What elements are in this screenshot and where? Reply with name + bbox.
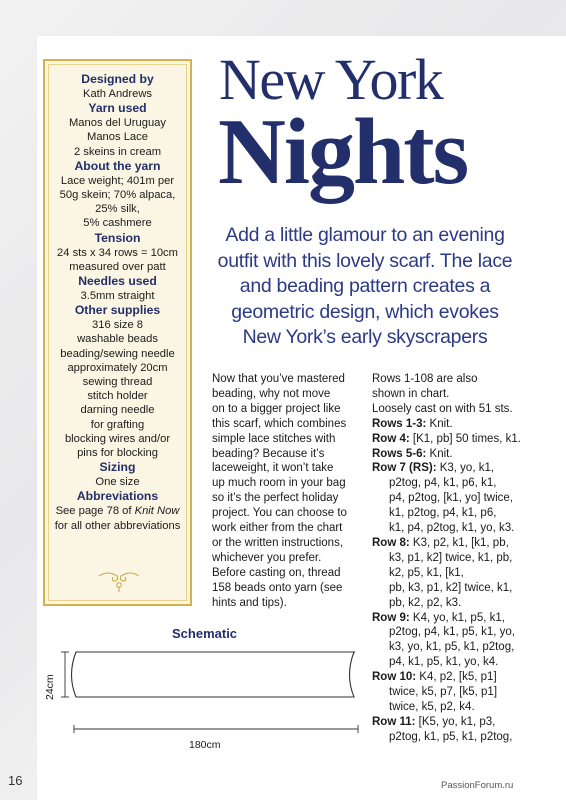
- row-text: pb, k3, p1, k2] twice, k1,: [389, 581, 513, 594]
- row-text: k3, p1, k2] twice, k1, pb,: [389, 551, 513, 564]
- row-text: K4, yo, k1, p5, k1,: [409, 611, 505, 624]
- sidebar-text: Manos Lace: [87, 131, 148, 144]
- body-line: beading, why not move: [212, 387, 331, 400]
- body-line: Loosely cast on with 51 sts.: [372, 402, 513, 415]
- pattern-row: [372, 432, 522, 447]
- sidebar-section-sizing: [49, 460, 186, 489]
- row-text: k3, yo, k1, p5, k1, p2tog,: [389, 641, 515, 654]
- sidebar-text: 5% cashmere: [83, 217, 152, 230]
- title-line-1: New York: [219, 47, 443, 112]
- sidebar-section-yarn-used: [49, 101, 186, 159]
- pattern-row: [372, 417, 522, 432]
- row-text: K3, yo, k1,: [436, 462, 495, 475]
- sidebar-heading: Tension: [94, 230, 141, 245]
- sidebar-heading: About the yarn: [74, 158, 161, 173]
- sidebar-text: sewing thread: [82, 376, 153, 389]
- sidebar-text: washable beads: [77, 333, 158, 346]
- height-dimension-label: 24cm: [44, 674, 56, 700]
- body-column-1: [212, 372, 364, 611]
- pattern-info-sidebar: [43, 59, 192, 606]
- sidebar-text: 316 size 8: [92, 319, 143, 332]
- pattern-row: [372, 447, 522, 462]
- row-text: p4, k1, p5, k1, yo, k4.: [389, 656, 499, 669]
- row-text: pb, k2, p2, k3.: [389, 596, 462, 609]
- row-label: Rows 5-6:: [372, 447, 427, 460]
- row-text: twice, k5, p7, [k5, p1]: [389, 686, 498, 699]
- body-line: shown in chart.: [372, 387, 450, 400]
- sidebar-section-tension: [49, 231, 186, 274]
- sidebar-heading: Needles used: [78, 274, 157, 289]
- magazine-name: Knit Now: [134, 505, 180, 518]
- sidebar-text: 3.5mm straight: [80, 290, 155, 303]
- schematic-title: Schematic: [172, 626, 238, 641]
- body-column-2: [372, 372, 522, 745]
- row-text: k1, p2tog, p4, k1, p6,: [389, 507, 497, 520]
- sidebar-section-about-yarn: [49, 159, 186, 231]
- pattern-row: [372, 461, 522, 536]
- sidebar-text: 50g skein; 70% alpaca,: [59, 189, 176, 202]
- row-text: p2tog, p4, k1, p6, k1,: [389, 477, 497, 490]
- abbrev-text: See page 78 of: [55, 505, 135, 518]
- sidebar-section-designed-by: [49, 72, 186, 101]
- body-line: up much room in your bag: [212, 477, 346, 490]
- sidebar-text: beading/sewing needle: [60, 347, 175, 360]
- sidebar-text: 24 sts x 34 rows = 10cm: [57, 246, 178, 259]
- intro-text: Add a little glamour to an evening outfit with this lovely scarf. The lace and beading pattern creates a geometric design, which evokes New York’s early skyscrapers: [217, 224, 513, 348]
- sidebar-text: darning needle: [80, 404, 155, 417]
- title-line-2: Nights: [218, 100, 468, 204]
- row-text: K4, p2, [k5, p1]: [416, 671, 497, 684]
- sidebar-section-abbreviations: [49, 489, 186, 532]
- watermark: PassionForum.ru: [441, 780, 514, 791]
- body-line: work either from the chart: [212, 522, 343, 535]
- sidebar-text: for grafting: [90, 418, 145, 431]
- sidebar-text: Lace weight; 401m per: [60, 174, 175, 187]
- sidebar-heading: Yarn used: [88, 101, 147, 116]
- row-text: Knit.: [426, 417, 453, 430]
- sidebar-text: blocking wires and/or: [64, 432, 171, 445]
- scarf-outline: [72, 652, 355, 697]
- sidebar-section-other-supplies: [49, 303, 186, 460]
- row-label: Row 7 (RS):: [372, 462, 437, 475]
- row-label: Row 8:: [372, 536, 410, 549]
- row-text: Knit.: [426, 447, 453, 460]
- row-text: K3, p2, k1, [k1, pb,: [409, 536, 509, 549]
- row-text: k1, p4, p2tog, k1, yo, k3.: [389, 522, 515, 535]
- body-line: so it’s the perfect holiday: [212, 492, 339, 505]
- pattern-row: [372, 715, 522, 745]
- row-text: p4, p2tog, [k1, yo] twice,: [389, 492, 514, 505]
- page-number: 16: [8, 773, 23, 788]
- row-label: Row 11:: [372, 715, 416, 728]
- row-text: p2tog, k1, p5, k1, p2tog,: [389, 730, 513, 743]
- body-line: project. You can choose to: [212, 507, 347, 520]
- width-dimension-label: 180cm: [189, 739, 221, 751]
- sidebar-heading: Sizing: [99, 460, 136, 475]
- sidebar-heading: Designed by: [81, 72, 154, 86]
- sidebar-heading: Other supplies: [74, 303, 161, 318]
- body-line: Before casting on, thread: [212, 566, 341, 579]
- sidebar-text: Kath Andrews: [82, 88, 153, 100]
- sidebar-text: [49, 504, 186, 518]
- sidebar-text: approximately 20cm: [67, 361, 168, 374]
- sidebar-text: 25% silk,: [95, 203, 140, 216]
- body-line: hints and tips).: [212, 596, 287, 609]
- row-text: twice, k5, p2, k4.: [389, 700, 475, 713]
- pattern-row: [372, 611, 522, 671]
- sidebar-section-needles: [49, 274, 186, 303]
- body-line: whichever you prefer.: [212, 551, 322, 564]
- row-label: Row 10:: [372, 671, 417, 684]
- sidebar-text: Manos del Uruguay: [68, 117, 166, 130]
- body-line: or the written instructions,: [212, 536, 344, 549]
- body-line: Rows 1-108 are also: [372, 373, 478, 385]
- flourish-ornament-icon: [97, 568, 141, 594]
- row-text: p2tog, p4, k1, p5, k1, yo,: [389, 626, 515, 639]
- body-line: on to a bigger project like: [212, 402, 341, 415]
- row-text: [K5, yo, k1, p3,: [415, 715, 496, 728]
- row-label: Rows 1-3:: [372, 417, 427, 430]
- body-line: this scarf, which combines: [212, 417, 347, 430]
- body-line: simple lace stitches with: [212, 432, 336, 445]
- sidebar-text: 2 skeins in cream: [73, 145, 162, 158]
- sidebar-text: for all other abbreviations: [54, 519, 181, 532]
- sidebar-text: measured over patt: [69, 260, 166, 273]
- sidebar-text: pins for blocking: [77, 447, 158, 460]
- row-text: [K1, pb] 50 times, k1.: [409, 432, 521, 445]
- pattern-row: [372, 670, 522, 715]
- row-label: Row 4:: [372, 432, 410, 445]
- row-label: Row 9:: [372, 611, 410, 624]
- sidebar-text: stitch holder: [87, 390, 148, 403]
- row-text: k2, p5, k1, [k1,: [389, 566, 464, 579]
- sidebar-heading: Abbreviations: [76, 489, 159, 504]
- body-line: laceweight, it won’t take: [212, 462, 334, 475]
- body-line: beading? Because it’s: [212, 447, 325, 460]
- body-line: 158 beads onto yarn (see: [212, 581, 343, 594]
- body-line: Now that you’ve mastered: [212, 373, 345, 385]
- pattern-row: [372, 536, 522, 611]
- sidebar-text: One size: [95, 476, 140, 489]
